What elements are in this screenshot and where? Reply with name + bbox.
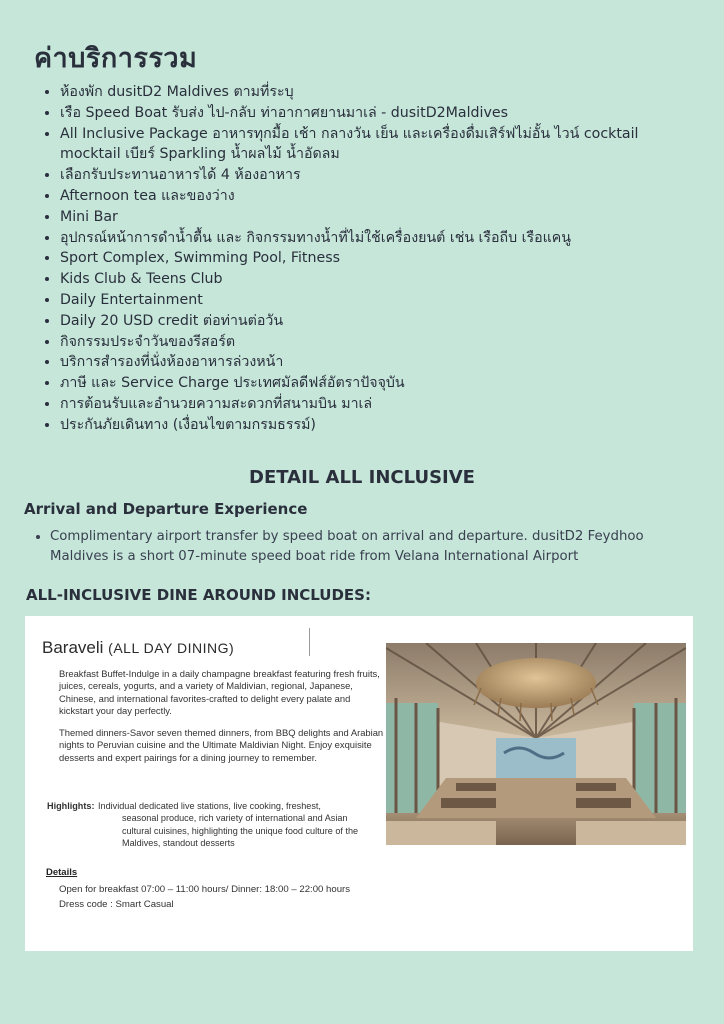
list-item: • กิจกรรมประจำวันของรีสอร์ต xyxy=(60,332,700,353)
highlights-line: cultural cuisines, highlighting the unique food culture of the xyxy=(122,825,359,836)
list-item: • Daily Entertainment xyxy=(60,290,700,311)
list-item: • ภาษี และ Service Charge ประเทศมัลดีฟส์อัตราปัจจุบัน xyxy=(60,373,700,394)
list-item: • Kids Club & Teens Club xyxy=(60,269,700,290)
highlights-line: Maldives, standout desserts xyxy=(122,837,235,848)
dine-around-heading: ALL-INCLUSIVE DINE AROUND INCLUDES: xyxy=(26,586,371,604)
list-item: • การต้อนรับและอำนวยความสะดวกที่สนามบิน มาเล่ xyxy=(60,394,700,415)
arrival-list xyxy=(34,527,690,567)
list-item: • เรือ Speed Boat รับส่ง ไป-กลับ ท่าอากาศยานมาเล่ - dusitD2Maldives xyxy=(60,103,700,124)
highlights-label: Highlights: xyxy=(47,801,95,811)
list-item: • Mini Bar xyxy=(60,207,700,228)
list-item: • Afternoon tea และของว่าง xyxy=(60,186,700,207)
restaurant-description xyxy=(59,668,384,774)
highlights-line: seasonal produce, rich variety of international and Asian xyxy=(122,813,348,824)
opening-hours: Open for breakfast 07:00 – 11:00 hours/ Dinner: 18:00 – 22:00 hours xyxy=(59,884,351,895)
list-item: • Sport Complex, Swimming Pool, Fitness xyxy=(60,248,700,269)
list-item: • ห้องพัก dusitD2 Maldives ตามที่ระบุ xyxy=(60,82,700,103)
details-label: Details xyxy=(46,867,78,878)
restaurant-name: Baraveli xyxy=(42,638,104,657)
dinners-text: Themed dinners-Savor seven themed dinners, from BBQ delights and Arabian nights to Peruvian cuisine and the Ultimate Maldivian Night. Enjoy exquisite desserts and expert pairings for a dining journey to remember. xyxy=(59,727,384,763)
list-item: • Daily 20 USD credit ต่อท่านต่อวัน xyxy=(60,311,700,332)
highlights-text xyxy=(47,800,387,849)
restaurant-title xyxy=(42,638,234,658)
section-title: ค่าบริการรวม xyxy=(34,43,198,74)
list-item: • เลือกรับประทานอาหารได้ 4 ห้องอาหาร xyxy=(60,165,700,186)
highlights xyxy=(47,800,387,849)
restaurant-card xyxy=(25,616,693,951)
list-item: • อุปกรณ์หน้าการดำน้ำตื้น และ กิจกรรมทางน้ำที่ไม่ใช้เครื่องยนต์ เช่น เรือถีบ เรือแคนู xyxy=(60,228,700,249)
divider xyxy=(309,628,310,656)
list-item: • ประกันภัยเดินทาง (เงื่อนไขตามกรมธรรม์) xyxy=(60,415,700,436)
breakfast-text: Breakfast Buffet-Indulge in a daily champagne breakfast featuring fresh fruits, juices, cereals, yogurts, and a variety of Maldivian, regional, Japanese, Chinese, and international favorites-crafted to delight every palate and kickstart your day perfectly. xyxy=(59,668,380,716)
detail-heading: DETAIL ALL INCLUSIVE xyxy=(249,467,475,488)
arrival-text: • Complimentary airport transfer by speed boat on arrival and departure. dusitD2 Feydhoo Maldives is a short 07-minute speed boat ride from Velana International Airport xyxy=(50,527,690,567)
restaurant-subtitle: (ALL DAY DINING) xyxy=(108,640,235,656)
list-item: • บริการสำรองที่นั่งห้องอาหารล่วงหน้า xyxy=(60,352,700,373)
arrival-heading: Arrival and Departure Experience xyxy=(24,500,308,518)
restaurant-photo xyxy=(386,643,686,845)
list-item: • All Inclusive Package อาหารทุกมื้อ เช้า กลางวัน เย็น และเครื่องดื่มเสิร์ฟไม่อั้น ไวน์ cocktail mocktail เบียร์ Sparkling น้ำผลไม้ น้ำอัดลม xyxy=(60,124,700,166)
highlights-line: Individual dedicated live stations, live cooking, freshest, xyxy=(98,801,321,811)
included-services-list xyxy=(42,82,700,436)
dress-code: Dress code : Smart Casual xyxy=(59,899,174,910)
details-text xyxy=(59,882,350,912)
